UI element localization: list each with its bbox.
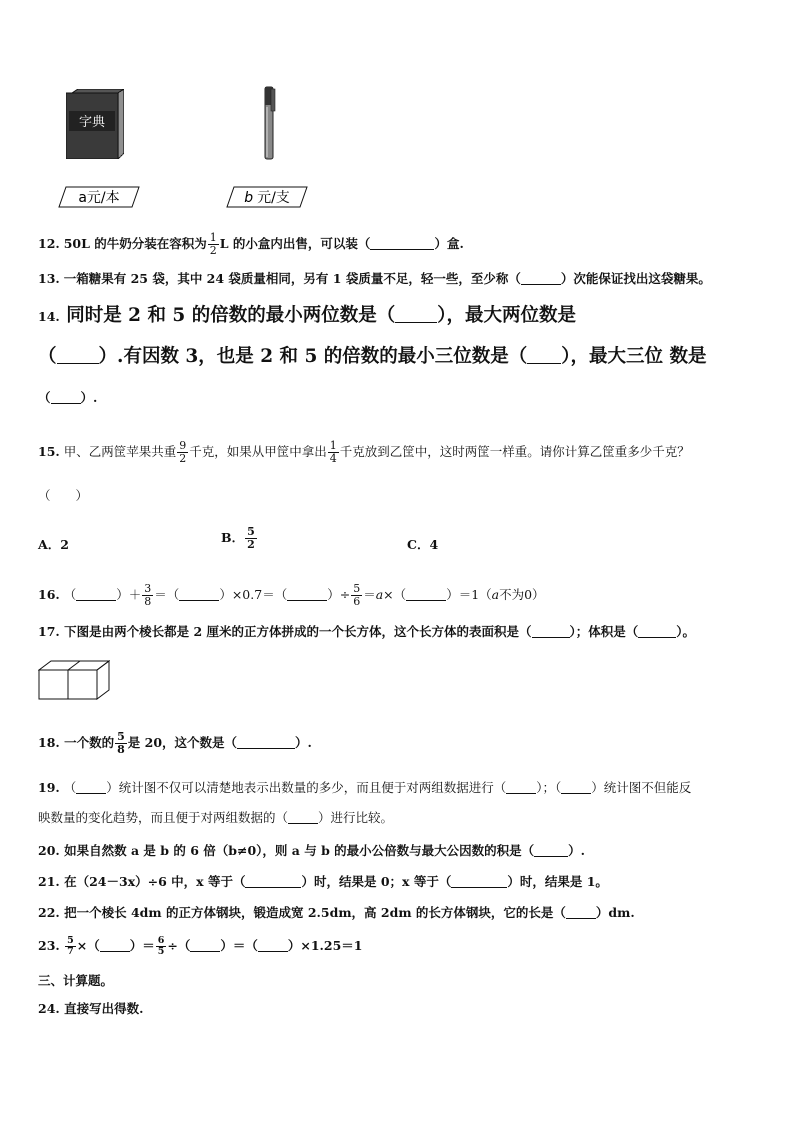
q15-text-1: 甲、乙两筐苹果共重	[63, 444, 177, 459]
question-18	[38, 731, 312, 756]
question-23	[38, 936, 362, 957]
q22-text-1: 把一个棱长 4dm 的正方体钢块，锻造成宽 2.5dm，高 2dm 的长方体钢块，它的长是（	[64, 905, 566, 920]
q16-fraction-1	[142, 583, 153, 608]
q15-optb-den: 2	[247, 538, 255, 551]
q16-number: 16.	[38, 587, 60, 602]
question-14-line-1	[38, 303, 576, 330]
q14-blank-2[interactable]	[57, 351, 99, 364]
q21-text-3: ）时，结果是 1。	[507, 874, 608, 889]
q16-frac2-num: 5	[353, 582, 361, 595]
q13-number: 13.	[38, 271, 60, 286]
q19-text-d: ）统计图不但能反	[591, 780, 692, 795]
q21-number: 21.	[38, 874, 60, 889]
dictionary-book-image	[66, 89, 124, 159]
q17-text-2: ）；体积是（	[569, 624, 639, 639]
q18-text-2: 是 20，这个数是（	[127, 735, 238, 750]
pen-price-unit: 元/支	[257, 190, 290, 206]
q12-blank[interactable]	[370, 237, 434, 250]
q23-frac1-den: 7	[67, 946, 74, 957]
q18-text-3: ）.	[295, 735, 312, 750]
q18-frac-den: 8	[117, 743, 125, 756]
q16-paren-close-4: ）	[446, 587, 459, 602]
q15-option-b-fraction	[245, 526, 257, 551]
q19-number: 19.	[38, 780, 60, 795]
q14-line3-text-a: （	[38, 390, 51, 405]
q22-blank[interactable]	[566, 906, 596, 919]
q19-text-a: （	[63, 780, 77, 795]
q23-blank-1[interactable]	[100, 939, 130, 952]
q13-text-2: ）次能保证找出这袋糖果。	[560, 271, 711, 286]
q20-number: 20.	[38, 843, 60, 858]
section-3-heading: 三、计算题。	[38, 973, 114, 988]
q17-blank-1[interactable]	[532, 625, 570, 638]
q16-paren-open-3: （	[274, 587, 288, 602]
pen-price-text	[244, 189, 290, 206]
pen-price-var: b	[244, 190, 254, 206]
q14-line2-text-c: ），最大三位 数是	[561, 346, 707, 367]
q16-equals-2: ＝	[262, 587, 275, 602]
q21-text-1: 在（24－3x）÷6 中，x 等于（	[64, 874, 246, 889]
question-14-line-3	[38, 389, 97, 407]
question-22	[38, 904, 635, 922]
q19-blank-4[interactable]	[288, 811, 318, 824]
pen-image	[262, 85, 276, 161]
q14-line2-text-b: ）.有因数 3，也是 2 和 5 的倍数的最小三位数是（	[98, 346, 528, 367]
q17-text-1: 下图是由两个棱长都是 2 厘米的正方体拼成的一个长方体，这个长方体的表面积是（	[64, 624, 532, 639]
q15-fraction-1	[177, 440, 188, 465]
q18-text-1: 一个数的	[64, 735, 115, 750]
question-24	[38, 1000, 143, 1018]
q15-fraction-2	[328, 440, 339, 465]
q24-number: 24.	[38, 1001, 60, 1016]
q16-a-times: a×	[375, 587, 394, 602]
q12-text-3: ）盒.	[434, 236, 464, 251]
q19-text-b: ）统计图不仅可以清楚地表示出数量的多少，而且便于对两组数据进行（	[106, 780, 507, 795]
q15-option-b[interactable]	[221, 526, 258, 551]
q16-paren-close-2: ）	[219, 587, 232, 602]
q15-frac1-num: 9	[179, 439, 187, 452]
book-price-text: a元/本	[78, 190, 120, 206]
q23-text-5: ）×1.25＝1	[287, 938, 363, 953]
q16-blank-2[interactable]	[179, 588, 219, 601]
q18-number: 18.	[38, 735, 60, 750]
q23-blank-3[interactable]	[258, 939, 288, 952]
q14-line1-text-a: 同时是 2 和 5 的倍数的最小两位数是（	[66, 305, 396, 326]
q15-answer-paren: （ ）	[38, 488, 89, 503]
q19-blank-3[interactable]	[561, 781, 591, 794]
q19-text-c: ）；（	[536, 780, 562, 795]
q24-text-1: 直接写出得数.	[64, 1001, 144, 1016]
q19-blank-1[interactable]	[76, 781, 106, 794]
q16-paren-open-1: （	[63, 587, 77, 602]
q15-frac1-den: 2	[179, 452, 187, 465]
q16-paren-open-2: （	[166, 587, 180, 602]
q15-frac2-num: 1	[329, 439, 337, 452]
q16-paren-close-3: ）	[327, 587, 340, 602]
q16-paren-open-4: （	[393, 587, 407, 602]
q13-blank[interactable]	[521, 272, 561, 285]
q23-frac1-num: 5	[67, 935, 74, 946]
q20-blank[interactable]	[534, 844, 568, 857]
q16-frac1-den: 8	[144, 595, 152, 608]
q16-end: ＝1（	[458, 587, 492, 602]
q23-text-3: ÷（	[167, 938, 191, 953]
q13-text-1: 一箱糖果有 25 袋，其中 24 袋质量相同，另有 1 袋质量不足，轻一些，至少称（	[63, 271, 521, 286]
question-17	[38, 623, 695, 641]
q19-blank-2[interactable]	[506, 781, 536, 794]
question-19-line-2	[38, 809, 393, 827]
q17-text-3: ）。	[676, 624, 696, 639]
q16-frac1-num: 3	[144, 582, 152, 595]
question-15	[38, 440, 690, 465]
q20-text-1: 如果自然数 a 是 b 的 6 倍（b≠0），则 a 与 b 的最小公倍数与最大公因数的积是（	[64, 843, 535, 858]
question-21	[38, 873, 608, 891]
q12-text-1: 50L 的牛奶分装在容积为	[63, 236, 207, 251]
q23-fraction-2	[156, 936, 167, 957]
question-19-line-1	[38, 779, 691, 797]
q14-blank-1[interactable]	[395, 310, 437, 323]
q23-blank-2[interactable]	[190, 939, 220, 952]
q17-blank-2[interactable]	[638, 625, 676, 638]
q15-text-2: 千克，如果从甲筐中拿出	[189, 444, 327, 459]
q21-blank-2[interactable]	[451, 875, 507, 888]
q16-divide: ÷	[339, 587, 351, 602]
q12-text-2: L 的小盒内出售，可以装（	[219, 236, 371, 251]
q15-number: 15.	[38, 444, 60, 459]
q15-option-c[interactable]: C．4	[407, 537, 439, 552]
q15-option-b-label: B．	[221, 530, 245, 545]
q16-times-07: ×0.7	[231, 587, 263, 602]
q15-frac2-den: 4	[329, 452, 337, 465]
book-price-tag	[58, 186, 140, 208]
question-20	[38, 842, 585, 860]
q14-line3-text-b: ）.	[80, 390, 98, 405]
q12-frac-den: 2	[209, 244, 217, 257]
q20-text-2: ）.	[568, 843, 586, 858]
q16-fraction-2	[351, 583, 362, 608]
q19-text-f: ）进行比较。	[318, 810, 394, 825]
q16-blank-4[interactable]	[406, 588, 446, 601]
q15-optb-num: 5	[247, 525, 255, 538]
q23-frac2-den: 5	[157, 946, 165, 957]
q14-blank-4[interactable]	[51, 391, 81, 404]
q12-number: 12.	[38, 236, 60, 251]
q19-text-e: 映数量的变化趋势，而且便于对两组数据的（	[38, 810, 289, 825]
q22-number: 22.	[38, 905, 60, 920]
q14-number: 14.	[38, 309, 60, 324]
pen-price-tag	[226, 186, 308, 208]
q23-number: 23.	[38, 938, 60, 953]
q23-text-2: ）＝	[129, 938, 155, 953]
q16-blank-3[interactable]	[287, 588, 327, 601]
q23-text-4: ）＝（	[220, 938, 258, 953]
q23-frac2-num: 6	[157, 935, 165, 946]
q16-plus: ＋	[128, 587, 142, 602]
q21-blank-1[interactable]	[245, 875, 301, 888]
q16-blank-1[interactable]	[76, 588, 116, 601]
cuboid-figure	[38, 660, 110, 700]
question-14-line-2	[38, 344, 706, 370]
q16-a-var: a	[491, 587, 500, 602]
q16-end-2: 不为0）	[499, 587, 545, 602]
book-label: 字典	[78, 115, 106, 130]
question-13	[38, 270, 711, 288]
q16-frac2-den: 6	[353, 595, 361, 608]
q14-line1-text-b: ），最大两位数是	[437, 305, 576, 326]
q23-text-1: ×（	[76, 938, 100, 953]
q17-number: 17.	[38, 624, 60, 639]
q12-frac-num: 1	[209, 231, 217, 244]
q16-paren-close-1: ）	[116, 587, 129, 602]
q18-fraction	[115, 731, 127, 756]
q16-equals-1: ＝	[154, 587, 167, 602]
q21-text-2: ）时，结果是 0；x 等于（	[301, 874, 452, 889]
q15-text-3: 千克放到乙筐中，这时两筐一样重。请你计算乙筐重多少千克？	[339, 444, 690, 459]
q14-line2-text-a: （	[38, 346, 57, 367]
q22-text-2: ）dm.	[595, 905, 635, 920]
question-12	[38, 232, 464, 257]
q18-frac-num: 5	[117, 730, 125, 743]
question-16	[38, 583, 545, 608]
q23-fraction-1	[65, 936, 76, 957]
q15-option-a[interactable]: A．2	[38, 537, 69, 552]
q14-blank-3[interactable]	[527, 351, 561, 364]
q18-blank[interactable]	[237, 736, 295, 749]
q12-fraction	[208, 232, 219, 257]
q16-equals-3: ＝	[363, 587, 376, 602]
